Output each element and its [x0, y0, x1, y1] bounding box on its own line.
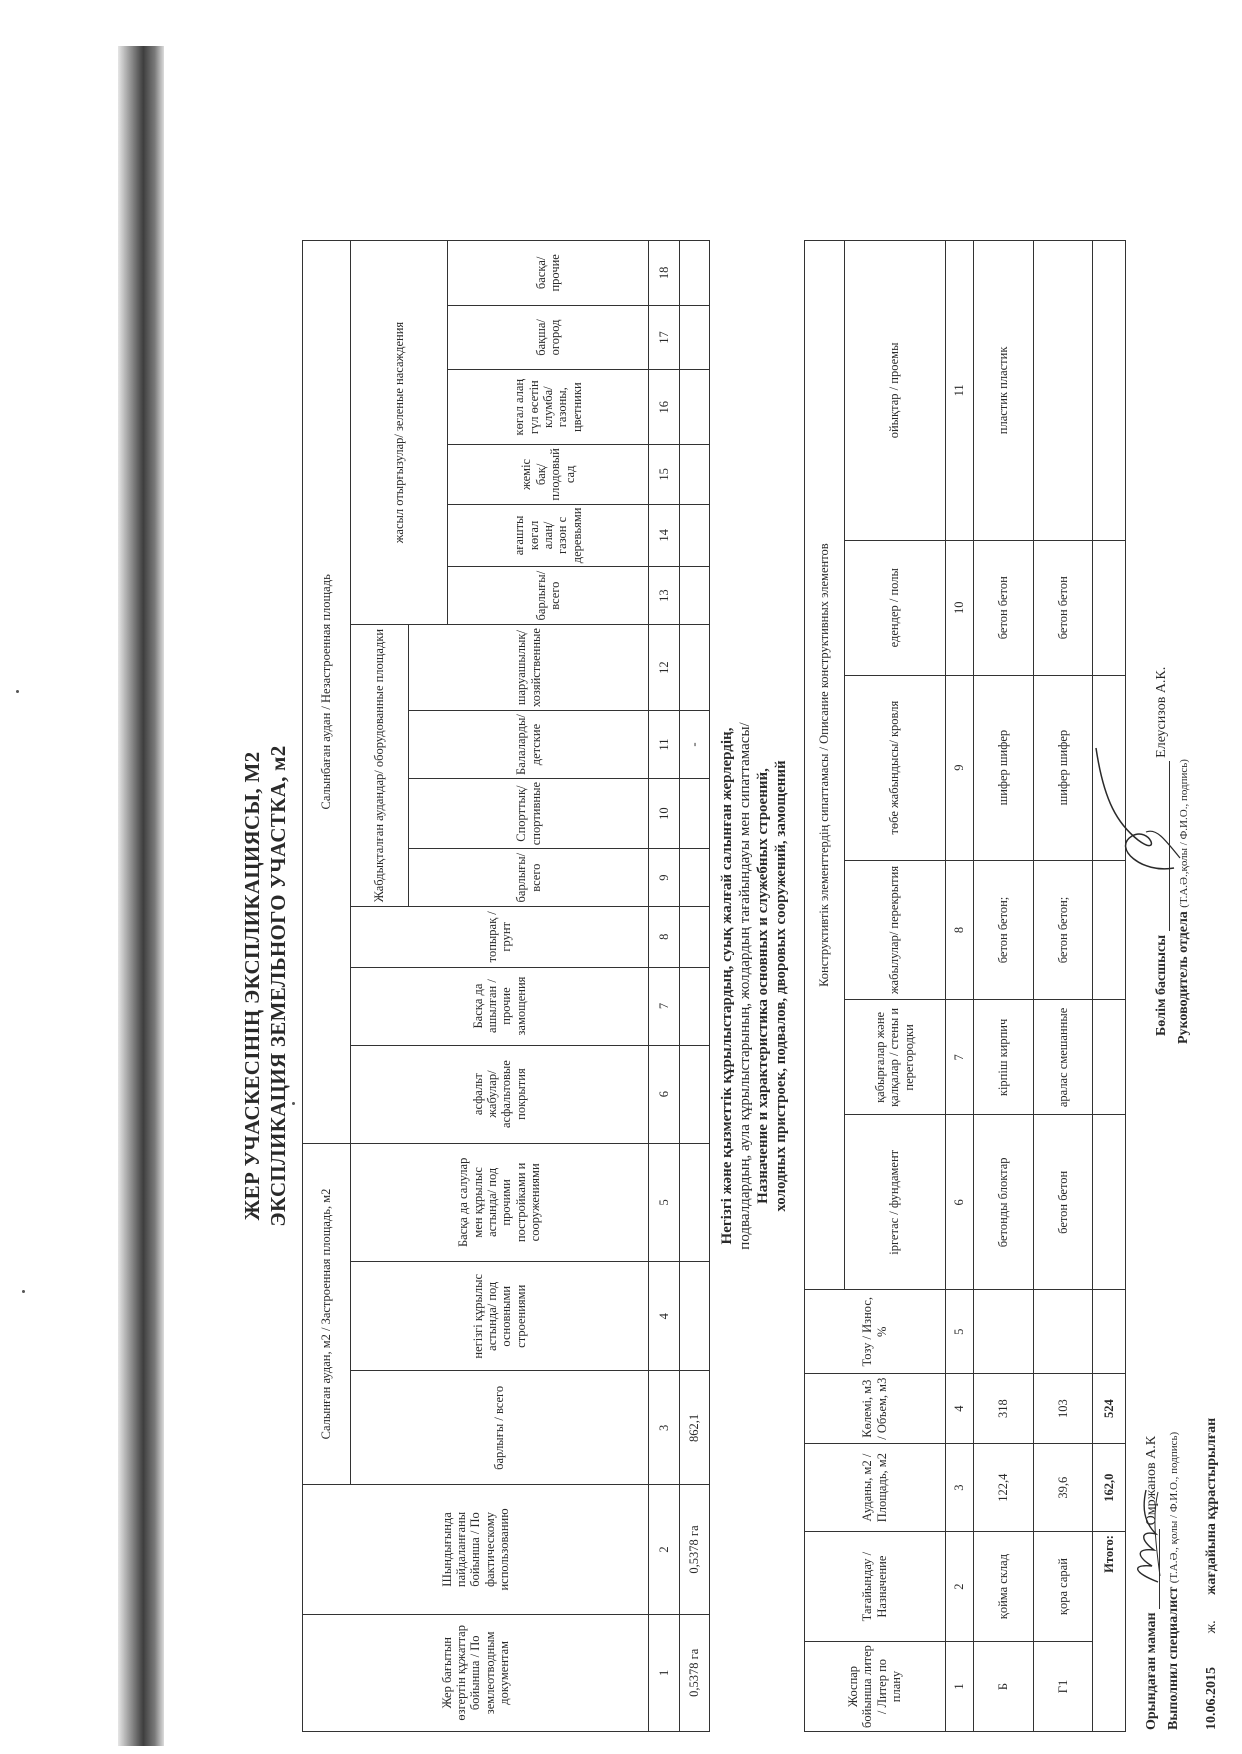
table-row	[679, 241, 709, 1732]
table-row	[974, 241, 1033, 1732]
cell-purpose: қора сарай	[1033, 1532, 1092, 1642]
total-row	[1092, 241, 1125, 1732]
col-num: 3	[649, 1371, 679, 1485]
header-purpose: Тағайындау / Назначение	[805, 1532, 946, 1642]
col-num: 9	[945, 675, 974, 860]
cell-floors: бетон бетон	[974, 540, 1033, 675]
head-hint: (Т.А.Ә.,қолы / Ф.И.О., подпись)	[1178, 759, 1190, 908]
cell-volume: 103	[1033, 1374, 1092, 1444]
header-floors: едендер / полы	[844, 540, 945, 675]
col-num: 18	[649, 241, 679, 306]
header-other-paving: Басқа да ашылған / прочие замощения	[350, 967, 649, 1045]
land-explication-table	[302, 240, 710, 1732]
col-num: 10	[649, 778, 679, 848]
header-fruit-garden: жеміс бақ/ плодовый сад	[448, 445, 649, 504]
col-num: 8	[945, 860, 974, 1000]
header-soil: топырақ / грунт	[350, 907, 649, 968]
header-area: Ауданы, м2 / Площадь, м2	[805, 1444, 946, 1532]
performer-kz: Орындаған маман	[1144, 1612, 1159, 1730]
head-kz: Бөлім басшысы	[1154, 934, 1169, 1036]
cell-built-total: 862,1	[679, 1371, 709, 1485]
header-eq-total: барлығы/ всего	[409, 849, 649, 907]
performer-signature	[1128, 1486, 1166, 1586]
performer-ru: Выполнил специалист	[1166, 1586, 1181, 1730]
table-row	[1033, 241, 1092, 1732]
header-plan-letter: Жоспар бойынша литер / Литер по плану	[805, 1642, 946, 1732]
header-constructive: Конструктивтік элементтердің сипаттамасы / Описание конструктивных элементов	[805, 241, 845, 1290]
col-num: 5	[945, 1290, 974, 1374]
header-roof: төбе жабындысы/ кровля	[844, 675, 945, 860]
cell-fact-area: 0,5378 га	[679, 1485, 709, 1614]
cell-wear	[974, 1290, 1033, 1374]
col-num: 5	[649, 1143, 679, 1261]
performer-name: Омржанов А.К	[1144, 1435, 1159, 1526]
header-wear: Тозу / Износ, %	[805, 1290, 946, 1374]
header-unbuilt: Салынбаған аудан / Незастроенная площадь	[303, 241, 351, 1144]
header-sport: Спорттық/ спортивные	[409, 778, 649, 848]
head-ru: Руководитель отдела	[1176, 911, 1191, 1044]
buildings-table	[804, 240, 1126, 1732]
scan-binding-shadow	[118, 46, 164, 1746]
cell-purpose: қойма склад	[974, 1532, 1033, 1642]
header-flowers: көгал алаң гүл өсетін клумба/ газоны, цветники	[448, 370, 649, 445]
column-numbers-row	[945, 241, 974, 1732]
col-num: 11	[649, 711, 679, 779]
cell-walls: аралас смешанные	[1033, 1000, 1092, 1115]
col-num: 8	[649, 907, 679, 968]
col-num: 14	[649, 504, 679, 567]
header-built-total: барлығы / всего	[350, 1371, 649, 1485]
cell-overlaps: бетон бетон;	[974, 860, 1033, 1000]
cell-walls: кірпіш кирпич	[974, 1000, 1033, 1115]
cell-floors: бетон бетон	[1033, 540, 1092, 675]
performer-block-ru	[1166, 1432, 1182, 1730]
header-other-buildings: Басқа да салулар мен құрылыс астында/ под прочими постройками и сооружениями	[350, 1143, 649, 1261]
col-num: 7	[945, 1000, 974, 1115]
total-area: 162,0	[1092, 1444, 1125, 1532]
header-fact: Шындығында пайдаланғаны бойынша / По фактическому использованию	[303, 1485, 649, 1614]
title-ru: ЭКСПЛИКАЦИЯ ЗЕМЕЛЬНОГО УЧАСТКА, м2	[266, 745, 290, 1227]
header-walls: қабырғалар және қалқалар / стены и перегородки	[844, 1000, 945, 1115]
total-label: Итого:	[1092, 1532, 1125, 1732]
performer-hint: (Т.А.Ә., қолы / Ф.И.О., подпись)	[1168, 1431, 1180, 1584]
header-foundation: іргетас / фундамент	[844, 1115, 945, 1290]
col-num: 17	[649, 305, 679, 370]
scan-speck	[16, 690, 19, 693]
cell-openings	[1033, 241, 1092, 541]
col-num: 3	[945, 1444, 974, 1532]
col-num: 9	[649, 849, 679, 907]
cell-roof: шифер шифер	[974, 675, 1033, 860]
rotated-document	[232, 236, 1242, 1736]
header-vegetable: бақша/ огород	[448, 305, 649, 370]
date-value: 10.06.2015	[1204, 1667, 1219, 1730]
cell-letter: Б	[974, 1642, 1033, 1732]
title-kz: ЖЕР УЧАСКЕСІНІҢ ЭКСПЛИКАЦИЯСЫ, М2	[240, 751, 264, 1221]
col-num: 7	[649, 967, 679, 1045]
col-num: 11	[945, 241, 974, 541]
col-num: 10	[945, 540, 974, 675]
header-built: Салынған аудан, м2 / Застроенная площадь, м2	[303, 1143, 351, 1485]
purpose-caption-kz-bold: Негізгі және қызметтік құрылыстардың, суық жалғай салынған жерлердің,	[719, 727, 735, 1245]
state-text: жағдайына құрастырылған	[1204, 1417, 1219, 1595]
scan-speck	[22, 1290, 25, 1293]
col-num: 2	[649, 1485, 679, 1614]
cell-area: 39,6	[1033, 1444, 1092, 1532]
header-equipped: Жабдықталған аудандар/ оборудованные площадки	[350, 625, 408, 907]
cell-overlaps: бетон бетон;	[1033, 860, 1092, 1000]
cell-openings: пластик пластик	[974, 241, 1033, 541]
header-green: жасыл отырғызулар/ зеленые насаждения	[350, 241, 447, 625]
cell-volume: 318	[974, 1374, 1033, 1444]
col-num: 12	[649, 625, 679, 711]
col-num: 6	[945, 1115, 974, 1290]
total-volume: 524	[1092, 1374, 1125, 1444]
date-block	[1204, 1418, 1220, 1730]
header-main: негізгі құрылыс астында/ под основными строениями	[350, 1262, 649, 1371]
col-num: 13	[649, 567, 679, 625]
column-numbers-row	[649, 241, 679, 1732]
cell-area: 122,4	[974, 1444, 1033, 1532]
cell-foundation: бетон бетон	[1033, 1115, 1092, 1290]
head-signature	[1092, 738, 1184, 898]
header-doc: Жер бағытын өзгертін құжаттар бойынша / По землеотводным документам	[303, 1614, 649, 1731]
cell-dash: -	[679, 711, 709, 779]
cell-foundation: бетонды блоктар	[974, 1115, 1033, 1290]
header-household: шаруашылық/ хозяйственные	[409, 625, 649, 711]
col-num: 1	[945, 1642, 974, 1732]
cell-doc-area: 0,5378 га	[679, 1614, 709, 1731]
year-mark: ж.	[1204, 1620, 1219, 1634]
cell-letter: Г1	[1033, 1642, 1092, 1732]
purpose-caption-ru-2: холодных пристроек, подвалов, дворовых сооружений, замощений	[773, 760, 789, 1212]
col-num: 15	[649, 445, 679, 504]
header-kids: Балаларды/ детские	[409, 711, 649, 779]
cell-roof: шифер шифер	[1033, 675, 1092, 860]
col-num: 4	[649, 1262, 679, 1371]
header-asphalt: асфальт жабулар/ асфальтовые покрытия	[350, 1045, 649, 1143]
header-green-total: барлығы/ всего	[448, 567, 649, 625]
head-name: Елеусизов А.К.	[1154, 666, 1169, 758]
purpose-caption-kz: подвалдардың, аула құрылыстарының, жолдардың тағайындауы мен сипаттамасы/	[737, 722, 753, 1250]
col-num: 16	[649, 370, 679, 445]
header-lawn-trees: ағашты көгал алаң/ газон с деревьями	[448, 504, 649, 567]
header-volume: Көлемі, м3 / Объем, м3	[805, 1374, 946, 1444]
header-openings: ойықтар / проемы	[844, 241, 945, 541]
purpose-caption-ru-1: Назначение и характеристика основных и служебных строений,	[755, 768, 771, 1204]
header-overlaps: жабылулар/ перекрытия	[844, 860, 945, 1000]
col-num: 4	[945, 1374, 974, 1444]
col-num: 2	[945, 1532, 974, 1642]
cell-wear	[1033, 1290, 1092, 1374]
header-misc: басқа/ прочие	[448, 241, 649, 306]
col-num: 6	[649, 1045, 679, 1143]
col-num: 1	[649, 1614, 679, 1731]
